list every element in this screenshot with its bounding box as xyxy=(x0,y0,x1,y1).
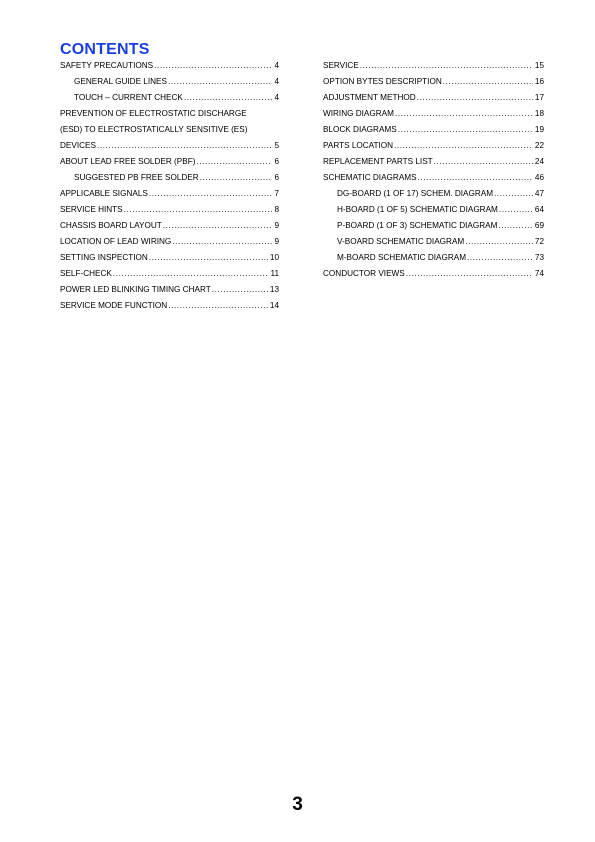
toc-left-column xyxy=(60,58,279,314)
toc-entry[interactable] xyxy=(323,202,544,218)
toc-dot-leader xyxy=(498,218,532,234)
toc-entry[interactable] xyxy=(323,154,544,170)
toc-entry-page-number: 18 xyxy=(534,109,544,118)
toc-dot-leader xyxy=(113,266,269,282)
toc-entry[interactable] xyxy=(60,218,279,234)
toc-entry-title: SCHEMATIC DIAGRAMS xyxy=(323,173,417,182)
toc-entry-page-number: 13 xyxy=(269,285,279,294)
toc-dot-leader xyxy=(394,138,533,154)
toc-entry-page-number: 73 xyxy=(534,253,544,262)
toc-entry-title: SETTING INSPECTION xyxy=(60,253,148,262)
toc-dot-leader xyxy=(417,90,533,106)
toc-entry[interactable] xyxy=(323,90,544,106)
toc-entry-title: PREVENTION OF ELECTROSTATIC DISCHARGE xyxy=(60,109,247,118)
toc-entry-title: V-BOARD SCHEMATIC DIAGRAM xyxy=(337,237,465,246)
toc-dot-leader xyxy=(97,138,272,154)
toc-dot-leader xyxy=(168,74,272,90)
toc-entry-page-number: 9 xyxy=(274,237,279,246)
toc-entry-title: CONDUCTOR VIEWS xyxy=(323,269,405,278)
toc-entry-page-number: 4 xyxy=(274,93,279,102)
toc-dot-leader xyxy=(418,170,533,186)
toc-dot-leader xyxy=(149,250,268,266)
toc-dot-leader xyxy=(196,154,272,170)
toc-dot-leader xyxy=(184,90,273,106)
toc-dot-leader xyxy=(200,170,273,186)
toc-entry[interactable] xyxy=(60,282,279,298)
toc-dot-leader xyxy=(212,282,268,298)
toc-entry[interactable] xyxy=(60,186,279,202)
toc-entry-title: CHASSIS BOARD LAYOUT xyxy=(60,221,162,230)
toc-entry-title: (ESD) TO ELECTROSTATICALLY SENSITIVE (ES) xyxy=(60,125,248,134)
toc-entry-title: SAFETY PRECAUTIONS xyxy=(60,61,154,70)
toc-dot-leader xyxy=(434,154,533,170)
toc-entry[interactable] xyxy=(60,122,279,138)
toc-entry-page-number: 14 xyxy=(269,301,279,310)
toc-entry[interactable] xyxy=(60,58,279,74)
toc-entry-title: P-BOARD (1 OF 3) SCHEMATIC DIAGRAM xyxy=(337,221,498,230)
toc-entry[interactable] xyxy=(323,170,544,186)
toc-entry[interactable] xyxy=(323,250,544,266)
toc-entry[interactable] xyxy=(323,122,544,138)
toc-entry-page-number: 6 xyxy=(274,173,279,182)
toc-entry[interactable] xyxy=(323,266,544,282)
toc-dot-leader xyxy=(149,186,273,202)
toc-entry-title: DG-BOARD (1 OF 17) SCHEM. DIAGRAM xyxy=(337,189,494,198)
toc-entry-page-number: 4 xyxy=(274,77,279,86)
toc-entry-page-number: 7 xyxy=(274,189,279,198)
toc-entry-title: DEVICES xyxy=(60,141,96,150)
toc-entry-page-number: 11 xyxy=(270,269,279,278)
toc-entry-title: WIRING DIAGRAM xyxy=(323,109,394,118)
toc-entry-page-number: 4 xyxy=(274,61,279,70)
toc-entry[interactable] xyxy=(60,74,279,90)
toc-entry[interactable] xyxy=(323,234,544,250)
toc-entry-page-number: 6 xyxy=(274,157,279,166)
toc-entry-page-number: 74 xyxy=(534,269,544,278)
toc-entry[interactable] xyxy=(60,170,279,186)
toc-entry-page-number: 72 xyxy=(534,237,544,246)
toc-entry-title: SERVICE xyxy=(323,61,359,70)
toc-entry[interactable] xyxy=(323,138,544,154)
toc-entry-page-number: 5 xyxy=(274,141,279,150)
toc-right-column xyxy=(323,58,544,282)
toc-entry[interactable] xyxy=(60,266,279,282)
toc-dot-leader xyxy=(172,234,272,250)
toc-dot-leader xyxy=(499,202,533,218)
toc-entry[interactable] xyxy=(60,106,279,122)
toc-dot-leader xyxy=(406,266,533,282)
toc-entry-title: OPTION BYTES DESCRIPTION xyxy=(323,77,442,86)
toc-dot-leader xyxy=(398,122,533,138)
toc-entry-title: TOUCH – CURRENT CHECK xyxy=(74,93,183,102)
toc-entry[interactable] xyxy=(323,218,544,234)
toc-entry[interactable] xyxy=(60,202,279,218)
toc-entry-page-number: 22 xyxy=(534,141,544,150)
toc-entry-title: ABOUT LEAD FREE SOLDER (PBF) xyxy=(60,157,196,166)
toc-entry[interactable] xyxy=(60,90,279,106)
toc-entry-page-number: 64 xyxy=(534,205,544,214)
toc-entry-title: APPLICABLE SIGNALS xyxy=(60,189,148,198)
toc-entry[interactable] xyxy=(60,250,279,266)
toc-dot-leader xyxy=(467,250,533,266)
toc-entry-page-number: 69 xyxy=(534,221,544,230)
toc-entry[interactable] xyxy=(323,74,544,90)
toc-dot-leader xyxy=(124,202,273,218)
toc-dot-leader xyxy=(494,186,533,202)
toc-entry[interactable] xyxy=(323,186,544,202)
toc-entry-title: SERVICE HINTS xyxy=(60,205,123,214)
toc-entry-title: REPLACEMENT PARTS LIST xyxy=(323,157,433,166)
toc-dot-leader xyxy=(168,298,268,314)
toc-dot-leader xyxy=(163,218,273,234)
toc-entry-title: BLOCK DIAGRAMS xyxy=(323,125,397,134)
toc-dot-leader xyxy=(443,74,533,90)
toc-entry[interactable] xyxy=(323,106,544,122)
toc-entry-title: H-BOARD (1 OF 5) SCHEMATIC DIAGRAM xyxy=(337,205,498,214)
toc-dot-leader xyxy=(395,106,533,122)
toc-entry-title: ADJUSTMENT METHOD xyxy=(323,93,416,102)
toc-entry[interactable] xyxy=(60,298,279,314)
toc-entry-page-number: 16 xyxy=(534,77,544,86)
toc-entry-title: SERVICE MODE FUNCTION xyxy=(60,301,168,310)
toc-entry[interactable] xyxy=(60,138,279,154)
toc-entry-page-number: 24 xyxy=(534,157,544,166)
toc-entry-page-number: 9 xyxy=(274,221,279,230)
toc-entry-page-number: 10 xyxy=(269,253,279,262)
toc-entry-page-number: 17 xyxy=(534,93,544,102)
toc-entry-page-number: 19 xyxy=(534,125,544,134)
toc-entry-title: LOCATION OF LEAD WIRING xyxy=(60,237,172,246)
toc-dot-leader xyxy=(465,234,533,250)
toc-dot-leader xyxy=(360,58,533,74)
toc-entry-page-number: 8 xyxy=(274,205,279,214)
toc-entry-title: SELF-CHECK xyxy=(60,269,112,278)
toc-entry-title: PARTS LOCATION xyxy=(323,141,394,150)
toc-entry[interactable] xyxy=(60,154,279,170)
toc-dot-leader xyxy=(154,58,272,74)
toc-entry-title: SUGGESTED PB FREE SOLDER xyxy=(74,173,199,182)
toc-entry-title: POWER LED BLINKING TIMING CHART xyxy=(60,285,211,294)
contents-title: CONTENTS xyxy=(60,41,150,58)
toc-entry-page-number: 47 xyxy=(534,189,544,198)
toc-entry-page-number: 46 xyxy=(534,173,544,182)
toc-entry-title: GENERAL GUIDE LINES xyxy=(74,77,167,86)
toc-entry[interactable] xyxy=(323,58,544,74)
toc-entry-page-number: 15 xyxy=(534,61,544,70)
toc-entry[interactable] xyxy=(60,234,279,250)
toc-entry-title: M-BOARD SCHEMATIC DIAGRAM xyxy=(337,253,467,262)
page-number: 3 xyxy=(292,794,303,815)
